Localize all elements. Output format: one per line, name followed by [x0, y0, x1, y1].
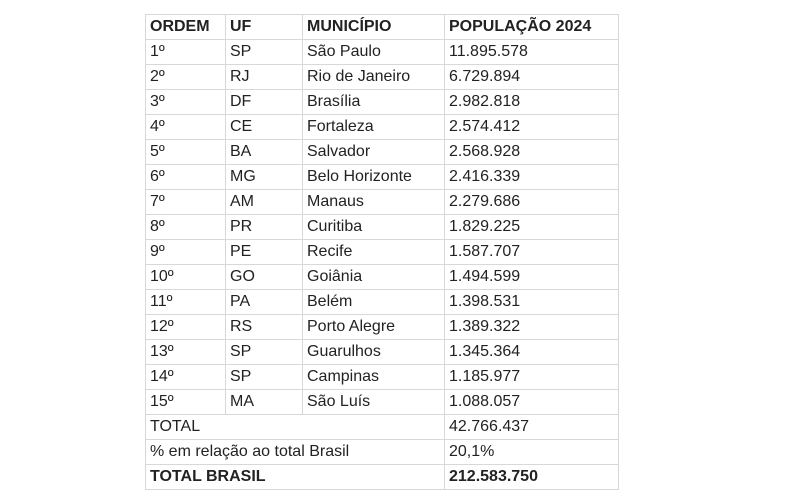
cell-municipio: Rio de Janeiro	[303, 65, 445, 90]
cell-populacao: 2.279.686	[445, 190, 619, 215]
table-body	[146, 40, 619, 415]
total-brasil-value: 212.583.750	[445, 465, 619, 490]
cell-populacao: 1.345.364	[445, 340, 619, 365]
cell-populacao: 2.568.928	[445, 140, 619, 165]
header-municipio: MUNICÍPIO	[303, 15, 445, 40]
header-row	[146, 15, 619, 40]
cell-populacao: 2.416.339	[445, 165, 619, 190]
cell-ordem: 15º	[146, 390, 226, 415]
population-table-container	[145, 14, 619, 490]
cell-municipio: São Luís	[303, 390, 445, 415]
cell-uf: DF	[226, 90, 303, 115]
total-label: TOTAL	[146, 415, 445, 440]
cell-ordem: 2º	[146, 65, 226, 90]
cell-uf: BA	[226, 140, 303, 165]
table-row	[146, 265, 619, 290]
cell-municipio: Manaus	[303, 190, 445, 215]
cell-populacao: 1.185.977	[445, 365, 619, 390]
cell-populacao: 11.895.578	[445, 40, 619, 65]
cell-uf: SP	[226, 365, 303, 390]
cell-ordem: 5º	[146, 140, 226, 165]
percent-row	[146, 440, 619, 465]
table-row	[146, 215, 619, 240]
cell-uf: PR	[226, 215, 303, 240]
cell-ordem: 9º	[146, 240, 226, 265]
total-brasil-row	[146, 465, 619, 490]
cell-municipio: Curitiba	[303, 215, 445, 240]
cell-ordem: 3º	[146, 90, 226, 115]
table-row	[146, 315, 619, 340]
table-row	[146, 340, 619, 365]
cell-uf: GO	[226, 265, 303, 290]
cell-populacao: 1.494.599	[445, 265, 619, 290]
cell-ordem: 4º	[146, 115, 226, 140]
cell-ordem: 6º	[146, 165, 226, 190]
cell-uf: SP	[226, 40, 303, 65]
percent-label: % em relação ao total Brasil	[146, 440, 445, 465]
table-row	[146, 240, 619, 265]
header-uf: UF	[226, 15, 303, 40]
total-row	[146, 415, 619, 440]
cell-ordem: 13º	[146, 340, 226, 365]
table-row	[146, 390, 619, 415]
total-value: 42.766.437	[445, 415, 619, 440]
cell-uf: SP	[226, 340, 303, 365]
cell-uf: RJ	[226, 65, 303, 90]
cell-municipio: Campinas	[303, 365, 445, 390]
cell-ordem: 1º	[146, 40, 226, 65]
table-row	[146, 115, 619, 140]
cell-municipio: Goiânia	[303, 265, 445, 290]
cell-ordem: 8º	[146, 215, 226, 240]
population-table	[145, 14, 619, 490]
cell-municipio: Brasília	[303, 90, 445, 115]
cell-municipio: Salvador	[303, 140, 445, 165]
header-ordem: ORDEM	[146, 15, 226, 40]
cell-populacao: 1.587.707	[445, 240, 619, 265]
cell-municipio: Belém	[303, 290, 445, 315]
cell-ordem: 11º	[146, 290, 226, 315]
cell-municipio: São Paulo	[303, 40, 445, 65]
cell-uf: CE	[226, 115, 303, 140]
table-row	[146, 65, 619, 90]
cell-uf: MG	[226, 165, 303, 190]
cell-municipio: Porto Alegre	[303, 315, 445, 340]
cell-municipio: Belo Horizonte	[303, 165, 445, 190]
header-populacao: POPULAÇÃO 2024	[445, 15, 619, 40]
cell-populacao: 2.574.412	[445, 115, 619, 140]
cell-ordem: 7º	[146, 190, 226, 215]
cell-ordem: 10º	[146, 265, 226, 290]
table-row	[146, 40, 619, 65]
cell-populacao: 2.982.818	[445, 90, 619, 115]
cell-municipio: Guarulhos	[303, 340, 445, 365]
table-row	[146, 90, 619, 115]
cell-populacao: 1.389.322	[445, 315, 619, 340]
cell-ordem: 14º	[146, 365, 226, 390]
cell-uf: PE	[226, 240, 303, 265]
cell-municipio: Recife	[303, 240, 445, 265]
table-row	[146, 290, 619, 315]
table-row	[146, 165, 619, 190]
table-row	[146, 365, 619, 390]
total-brasil-label: TOTAL BRASIL	[146, 465, 445, 490]
cell-uf: RS	[226, 315, 303, 340]
cell-populacao: 6.729.894	[445, 65, 619, 90]
table-row	[146, 140, 619, 165]
cell-uf: MA	[226, 390, 303, 415]
cell-populacao: 1.829.225	[445, 215, 619, 240]
table-row	[146, 190, 619, 215]
cell-ordem: 12º	[146, 315, 226, 340]
percent-value: 20,1%	[445, 440, 619, 465]
cell-uf: PA	[226, 290, 303, 315]
cell-uf: AM	[226, 190, 303, 215]
cell-municipio: Fortaleza	[303, 115, 445, 140]
cell-populacao: 1.088.057	[445, 390, 619, 415]
cell-populacao: 1.398.531	[445, 290, 619, 315]
